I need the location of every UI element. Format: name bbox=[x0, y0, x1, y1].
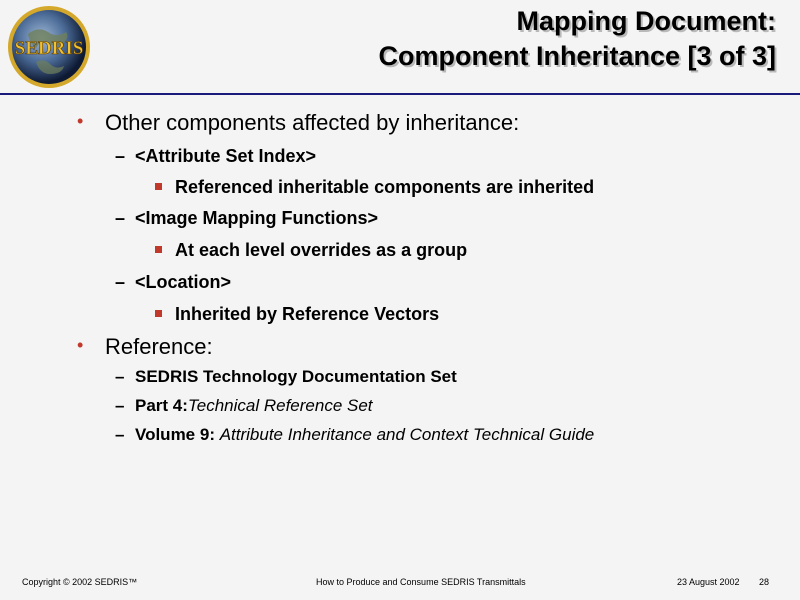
bullet-1-1-text: <Attribute Set Index> bbox=[135, 146, 317, 166]
square-bullet-icon bbox=[155, 310, 162, 317]
bullet-2-text: Reference: bbox=[105, 334, 213, 359]
bullet-2-3-text bbox=[135, 425, 594, 445]
title-line-1: Mapping Document: bbox=[516, 6, 776, 36]
dash-icon: – bbox=[115, 208, 126, 228]
bullet-2-2-prefix: Part 4: bbox=[135, 396, 188, 415]
bullet-1-2-text: <Image Mapping Functions> bbox=[135, 208, 379, 228]
logo-text: SEDRIS bbox=[14, 38, 84, 59]
bullet-dot-icon: • bbox=[77, 335, 84, 355]
title-line-2: Component Inheritance [3 of 3] bbox=[378, 41, 776, 71]
bullet-2-1-text: SEDRIS Technology Documentation Set bbox=[135, 367, 457, 386]
bullet-1-2-1-text: At each level overrides as a group bbox=[175, 240, 468, 260]
bullet-dot-icon: • bbox=[77, 111, 84, 131]
slide-title bbox=[136, 4, 776, 74]
bullet-1-text: Other components affected by inheritance: bbox=[105, 110, 520, 135]
footer-page-number: 28 bbox=[759, 577, 770, 587]
title-divider bbox=[0, 93, 800, 95]
footer-title: How to Produce and Consume SEDRIS Transmittals bbox=[316, 577, 526, 587]
bullet-2-2-text bbox=[135, 396, 373, 416]
dash-icon: – bbox=[115, 272, 126, 292]
footer-copyright: Copyright © 2002 SEDRIS™ bbox=[22, 577, 138, 587]
bullet-1-1-1-text: Referenced inheritable components are inherited bbox=[175, 177, 595, 197]
dash-icon: – bbox=[115, 367, 125, 386]
bullet-2-3-prefix: Volume 9: bbox=[135, 425, 220, 444]
sedris-logo bbox=[6, 4, 92, 90]
dash-icon: – bbox=[115, 146, 126, 166]
dash-icon: – bbox=[115, 396, 125, 415]
square-bullet-icon bbox=[155, 246, 162, 253]
bullet-2-2-title: Technical Reference Set bbox=[187, 396, 373, 415]
footer-date: 23 August 2002 bbox=[677, 577, 740, 587]
bullet-1-3-1-text: Inherited by Reference Vectors bbox=[175, 304, 440, 324]
square-bullet-icon bbox=[155, 183, 162, 190]
dash-icon: – bbox=[115, 425, 125, 444]
bullet-1-3-text: <Location> bbox=[135, 272, 232, 292]
bullet-2-3-title: Attribute Inheritance and Context Technical Guide bbox=[219, 425, 595, 444]
